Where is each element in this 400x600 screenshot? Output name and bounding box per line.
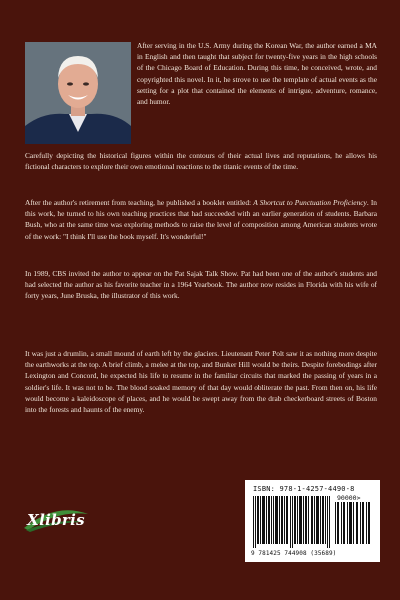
synopsis-paragraph: It was just a drumlin, a small mound of earth left by the glaciers. Lieutenant Peter Polt saw it as nothing more despite the earthworks at the top. A brief climb, a melee at the top, and Bunker Hill would be theirs. Despite forebodings after Lexington and Concord, he expected his life to resume in the familiar circuits that marked the passing of years in a soldier's life. It was not to be. The blood soaked memory of that day would obliterate the past. From then on, his life would become a kaleidoscope of places, and he would be swept away from the drab checkerboard streets of Boston into the forests and haunts of the enemy.: [25, 349, 377, 415]
booklet-text-before: After the author's retirement from teaching, he published a booklet entitled:: [25, 198, 254, 207]
bio-paragraph-historical: Carefully depicting the historical figures within the contours of their actual lives and reputations, he allows his fictional characters to explore their own emotional reactions to the titanic events of the time.: [25, 151, 377, 172]
barcode: [245, 480, 380, 562]
bio-paragraph-booklet: [25, 197, 377, 242]
barcode-digits: 9 781425 744908 (35689): [251, 550, 337, 557]
bio-paragraph-cbs: In 1989, CBS invited the author to appear on the Pat Sajak Talk Show. Pat had been one of the author's students and had selected the author as his favorite teacher in a 1964 Yearbook. The author now resides in Florida with his wife of forty years, June Bruska, the illustrator of this work.: [25, 269, 377, 301]
booklet-title: A Shortcut to Punctuation Proficiency: [253, 198, 367, 207]
booklet-text-after: . In this work, he turned to his own teaching practices that had succeeded with an earlier generation of students. Barbara Bush, who at the same time was exploring methods to raise the level of composition among American students wrote of the work: "I think I'll use the book myself. It's wonderful!": [25, 198, 377, 241]
xlibris-logo: [22, 508, 90, 532]
author-photo: [25, 42, 131, 144]
logo-text: Xlibris: [27, 511, 85, 529]
isbn-label: ISBN: 978-1-4257-4490-8: [253, 485, 355, 493]
ean-barcode-bars: [253, 496, 333, 548]
addon-price-code: 90000>: [337, 494, 361, 502]
author-portrait-image: [25, 42, 131, 144]
bio-paragraph-career: After serving in the U.S. Army during the Korean War, the author earned a MA in English and then taught that subject for twenty-five years in the high schools of the Chicago Board of Education. During this time, he conceived, wrote, and copyrighted this novel. In it, he strove to use the template of actual events as the setting for a plot that contained the elements of intrigue, adventure, romance, and humor.: [137, 41, 377, 107]
addon-barcode-bars: [335, 502, 371, 544]
